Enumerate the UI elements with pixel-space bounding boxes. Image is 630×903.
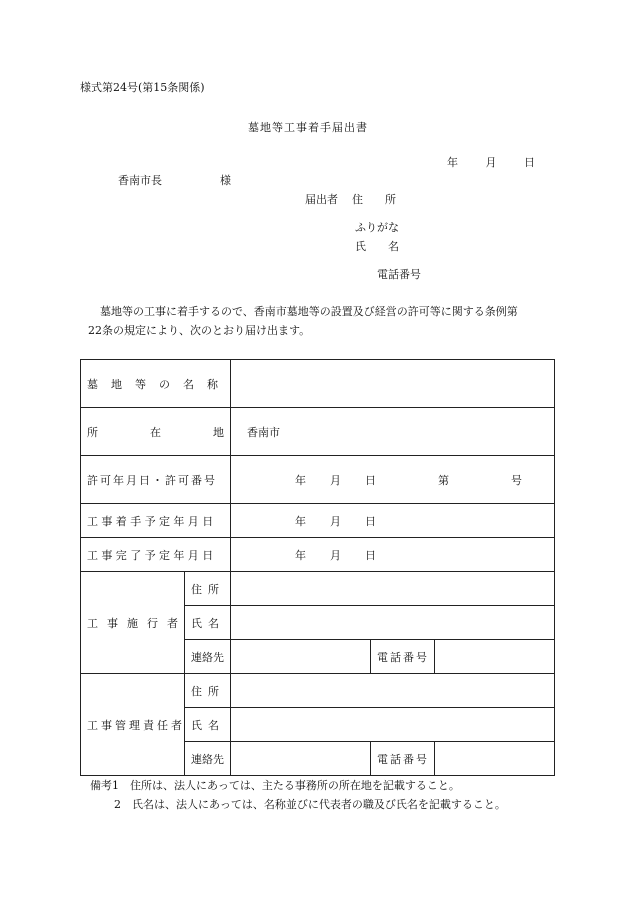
manager-contact-field[interactable] <box>231 742 371 776</box>
row-manager-address <box>81 674 555 708</box>
manager-name-label: 氏名 <box>185 708 231 742</box>
row-permit <box>81 456 555 504</box>
start-date-label: 工事着手予定年月日 <box>81 504 231 538</box>
manager-address-field[interactable] <box>231 674 555 708</box>
applicant-phone-label: 電話番号 <box>377 268 421 281</box>
location-label <box>81 408 231 456</box>
start-date-field[interactable]: 年 月 日 <box>231 504 555 538</box>
location-char-2: 在 <box>150 425 161 439</box>
note-1: 備考1 住所は、法人にあっては、主たる事務所の所在地を記載すること。 <box>90 779 460 792</box>
row-contractor-address <box>81 572 555 606</box>
location-char-1: 所 <box>87 425 98 439</box>
contractor-phone-label: 電話番号 <box>371 640 435 674</box>
manager-label: 工事管理責任者 <box>81 674 185 776</box>
manager-name-field[interactable] <box>231 708 555 742</box>
cemetery-name-label: 墓地等の名称 <box>81 360 231 408</box>
contractor-contact-field[interactable] <box>231 640 371 674</box>
row-end-date <box>81 538 555 572</box>
contractor-address-label: 住所 <box>185 572 231 606</box>
date-year: 年 <box>447 156 458 169</box>
location-field[interactable]: 香南市 <box>231 408 555 456</box>
date-line <box>447 157 535 168</box>
application-table <box>80 359 555 776</box>
manager-address-label: 住所 <box>185 674 231 708</box>
form-number: 様式第24号(第15条関係) <box>80 81 205 94</box>
applicant-label: 届出者 <box>305 193 338 206</box>
manager-contact-label: 連絡先 <box>185 742 231 776</box>
body-text-line2: 22条の規定により、次のとおり届け出ます。 <box>88 324 311 337</box>
manager-phone-field[interactable] <box>435 742 555 776</box>
cemetery-name-field[interactable] <box>231 360 555 408</box>
date-day: 日 <box>524 156 535 169</box>
addressee-name: 香南市長 <box>118 174 162 187</box>
contractor-phone-field[interactable] <box>435 640 555 674</box>
row-start-date <box>81 504 555 538</box>
contractor-name-field[interactable] <box>231 606 555 640</box>
manager-phone-label: 電話番号 <box>371 742 435 776</box>
permit-field[interactable]: 年 月 日 第 号 <box>231 456 555 504</box>
contractor-label: 工事施行者 <box>81 572 185 674</box>
date-month: 月 <box>485 156 497 169</box>
permit-label: 許可年月日・許可番号 <box>81 456 231 504</box>
contractor-name-label: 氏名 <box>185 606 231 640</box>
row-location <box>81 408 555 456</box>
location-char-3: 地 <box>213 425 224 439</box>
contractor-contact-label: 連絡先 <box>185 640 231 674</box>
body-text-line1: 墓地等の工事に着手するので、香南市墓地等の設置及び経営の許可等に関する条例第 <box>100 305 518 318</box>
applicant-furigana-label: ふりがな <box>355 221 399 234</box>
row-cemetery-name <box>81 360 555 408</box>
contractor-address-field[interactable] <box>231 572 555 606</box>
applicant-address-label: 住 所 <box>352 193 396 206</box>
end-date-label: 工事完了予定年月日 <box>81 538 231 572</box>
applicant-name-label: 氏 名 <box>355 240 399 253</box>
document-title: 墓地等工事着手届出書 <box>248 121 368 134</box>
addressee-honorific: 様 <box>220 174 231 187</box>
end-date-field[interactable]: 年 月 日 <box>231 538 555 572</box>
note-2: 2 氏名は、法人にあっては、名称並びに代表者の職及び氏名を記載すること。 <box>114 798 506 811</box>
